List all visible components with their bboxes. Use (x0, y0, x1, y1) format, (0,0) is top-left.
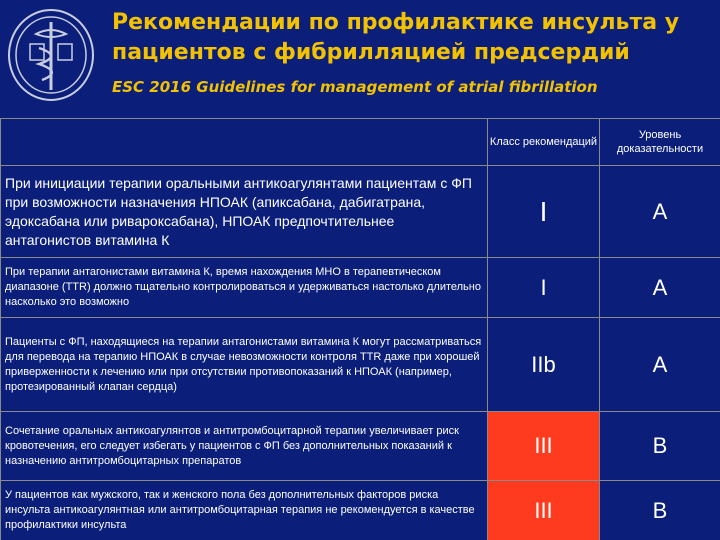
table-row (1, 481, 720, 540)
recommendation-class: IIb (488, 318, 600, 412)
recommendation-text: Сочетание оральных антикоагулянтов и антитромбоцитарной терапии увеличивает риск кровотечения, его следует избегать у пациентов с ФП без дополнительных показаний к назначению антитромбоцитарных препаратов (1, 412, 488, 481)
table-header-row (1, 119, 720, 166)
evidence-level: A (600, 258, 720, 318)
evidence-level: B (600, 412, 720, 481)
header-empty-cell (1, 119, 488, 166)
page-subtitle: ESC 2016 Guidelines for management of atrial fibrillation (112, 78, 598, 96)
table-row (1, 258, 720, 318)
recommendation-class: III (488, 481, 600, 540)
recommendations-table-container (0, 118, 720, 540)
table-row (1, 318, 720, 412)
header-class: Класс рекомендаций (488, 119, 600, 166)
recommendation-text: При инициации терапии оральными антикоагулянтами пациентам с ФП при возможности назначения НПОАК (апиксабана, дабигатрана, эдоксабана или ривароксабана), НПОАК предпочтительнее антагонистов витамина К (1, 166, 488, 258)
recommendation-text: При терапии антагонистами витамина К, время нахождения МНО в терапевтическом диапазоне (TTR) должно тщательно контролироваться и удерживаться настолько длительно насколько это возможно (1, 258, 488, 318)
table-row (1, 166, 720, 258)
evidence-level: A (600, 318, 720, 412)
evidence-level: A (600, 166, 720, 258)
recommendations-table (0, 118, 720, 540)
recommendation-class: I (488, 258, 600, 318)
evidence-level: B (600, 481, 720, 540)
caduceus-logo-icon (6, 8, 96, 103)
recommendation-text: У пациентов как мужского, так и женского пола без дополнительных факторов риска инсульта антикоагулянтная или антитромбоцитарная терапия не рекомендуется в качестве профилактики инсульта (1, 481, 488, 540)
recommendation-class: III (488, 412, 600, 481)
table-row (1, 412, 720, 481)
recommendation-text: Пациенты с ФП, находящиеся на терапии антагонистами витамина К могут рассматриваться для перевода на терапию НПОАК в случае невозможности контроля TTR даже при хорошей приверженности к лечению или при отсутствии противопоказаний к НПОАК (например, протезированный клапан сердца) (1, 318, 488, 412)
header-level: Уровень доказательности (600, 119, 720, 166)
page-title: Рекомендации по профилактике инсульта у пациентов с фибрилляцией предсердий (112, 10, 680, 65)
recommendation-class: I (488, 166, 600, 258)
